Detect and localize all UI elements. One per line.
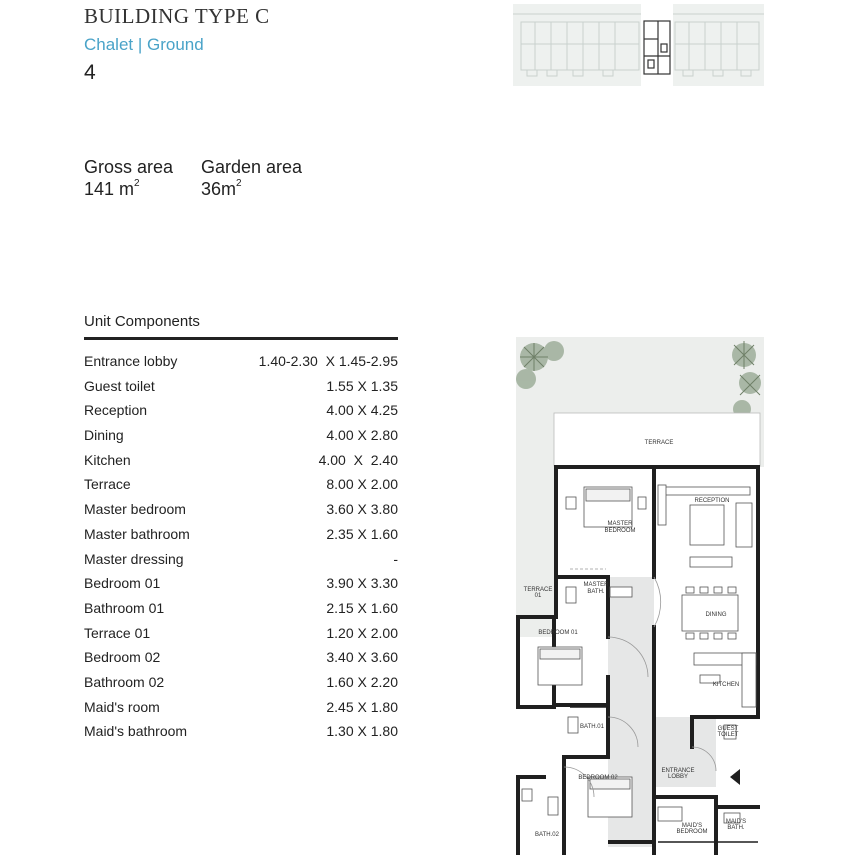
garden-area [201, 157, 302, 200]
plan-label-maids-bath-2: BATH. [727, 825, 745, 831]
component-name: Bathroom 02 [84, 673, 165, 690]
component-row [84, 524, 398, 549]
gross-area-value: 141 $m^2$ [84, 178, 140, 199]
plan-label-bath02: BATH.02 [535, 832, 559, 838]
component-row [84, 647, 398, 672]
plan-label-terrace: TERRACE [644, 440, 674, 446]
gross-area-label: Gross area [84, 157, 174, 177]
component-dimensions: - [393, 550, 398, 567]
component-name: Master bedroom [84, 501, 186, 518]
component-dimensions: 3.90 X 3.30 [326, 575, 398, 592]
plan-label-entrance-lobby-2: LOBBY [667, 774, 689, 780]
component-name: Kitchen [84, 451, 131, 468]
key-plan-image [513, 4, 764, 86]
component-dimensions: 2.35 X 1.60 [326, 525, 398, 542]
floor-plan-image [514, 337, 765, 855]
component-dimensions: 1.40-2.30 X 1.45-2.95 [258, 353, 398, 369]
plan-label-entrance-lobby: ENTRANCE [661, 768, 695, 774]
plan-label-master-bath-2: BATH. [587, 589, 605, 595]
component-dimensions: 1.30 X 1.80 [326, 723, 398, 740]
component-name: Guest toilet [84, 377, 155, 394]
component-name: Reception [84, 402, 148, 419]
component-row [84, 450, 398, 475]
plan-label-bedroom01: BEDROOM 01 [538, 630, 578, 636]
component-row [84, 573, 398, 598]
plan-label-bath01: BATH.01 [580, 724, 604, 730]
component-row [84, 721, 398, 746]
plan-label-terrace01: TERRACE [523, 587, 553, 593]
component-dimensions: 8.00 X 2.00 [326, 476, 398, 493]
component-dimensions: 1.20 X 2.00 [326, 624, 398, 641]
component-row [84, 499, 398, 524]
component-name: Bathroom 01 [84, 599, 165, 616]
plan-label-maids-bedroom-2: BEDROOM [676, 829, 708, 835]
garden-area-value: $36m^2$ [201, 178, 242, 199]
plan-label-maids-bedroom: MAID'S [681, 823, 703, 829]
component-row [84, 697, 398, 722]
component-row [84, 376, 398, 401]
component-dimensions: 4.00 X 4.25 [326, 402, 398, 419]
component-name: Dining [84, 427, 124, 444]
building-title: BUILDING TYPE C [84, 4, 270, 28]
component-row [84, 400, 398, 425]
plan-label-bedroom02: BEDROOM 02 [578, 775, 618, 781]
plan-label-master-bedroom: MASTER [607, 521, 633, 527]
component-name: Bedroom 01 [84, 575, 161, 592]
component-name: Terrace 01 [84, 624, 151, 641]
component-row [84, 425, 398, 450]
components-table [84, 351, 398, 746]
component-row [84, 672, 398, 697]
component-name: Terrace [84, 476, 131, 493]
gross-area [84, 157, 173, 200]
component-row [84, 598, 398, 623]
component-dimensions: 3.60 X 3.80 [326, 501, 398, 518]
plan-label-dining: DINING [705, 612, 727, 618]
component-name: Bedroom 02 [84, 649, 161, 666]
component-row [84, 549, 398, 574]
component-dimensions: 1.55 X 1.35 [326, 377, 398, 394]
garden-area-label: Garden area [201, 157, 303, 177]
plan-label-kitchen: KITCHEN [712, 682, 740, 688]
component-dimensions: 4.00 X 2.80 [326, 427, 398, 444]
component-dimensions: 1.60 X 2.20 [326, 673, 398, 690]
unit-number: 4 [84, 61, 96, 84]
component-dimensions: 4.00 X 2.40 [318, 451, 398, 468]
plan-label-terrace01-2: 01 [534, 593, 542, 599]
plan-label-guest-toilet-2: TOILET [717, 732, 739, 738]
component-name: Master bathroom [84, 525, 190, 542]
plan-label-reception: RECEPTION [694, 498, 730, 504]
component-row [84, 474, 398, 499]
component-name: Maid's room [84, 698, 160, 715]
plan-label-guest-toilet: GUEST [717, 726, 739, 732]
component-name: Maid's bathroom [84, 723, 188, 740]
component-row [84, 351, 398, 376]
component-row [84, 623, 398, 648]
plan-label-maids-bath: MAID'S [725, 819, 747, 825]
unit-subtitle: Chalet | Ground [84, 35, 204, 54]
plan-label-master-bedroom-2: BEDROOM [604, 528, 636, 534]
component-dimensions: 3.40 X 3.60 [326, 649, 398, 666]
component-dimensions: 2.15 X 1.60 [326, 599, 398, 616]
component-dimensions: 2.45 X 1.80 [326, 698, 398, 715]
component-name: Master dressing [84, 550, 184, 567]
plan-label-master-bath: MASTER [583, 582, 609, 588]
heading-divider [84, 337, 398, 340]
component-name: Entrance lobby [84, 353, 178, 369]
unit-components-heading: Unit Components [84, 313, 200, 330]
